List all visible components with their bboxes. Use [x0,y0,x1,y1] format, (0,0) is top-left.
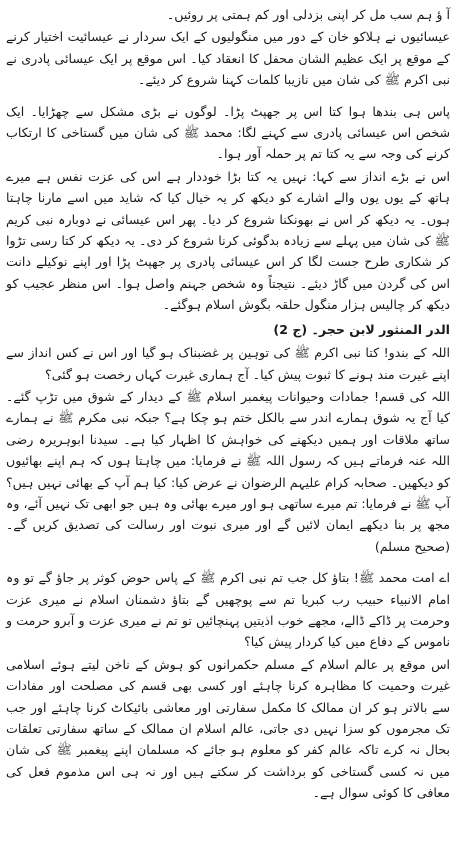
paragraph-dog-attack: پاس ہی بندھا ہوا کتا اس پر جھپٹ پڑا۔ لوگوں نے بڑی مشکل سے چھڑایا۔ ایک شخص اس عیسائی پادری سے کہنے لگا: محمد ﷺ کی شان میں گستاخی کا ارتکاب کرنے کی وجہ سے یہ کتا تم پر حملہ آور ہوا۔ [6,103,450,162]
paragraph-rulers-appeal: اس موقع پر عالم اسلام کے مسلم حکمرانوں کو ہوش کے ناخن لیتے ہوئے اسلامی غیرت وحمیت کا مظاہرہ کرنا چاہئے اور کسی بھی قسم کی مصلحت اور مفادات سے بالاتر ہو کر ان ممالک کا مکمل سفارتی اور معاشی بائیکاٹ کرنا چاہئے اور جب تک مجرموں کو سزا نہیں دی جاتی، عالم اسلام ان ممالک کے ساتھ سفارتی تعلقات بحال نہ کرے تاکہ عالم کفر کو معلوم ہو جائے کہ مسلمان اپنے پیغمبر ﷺ کی شان میں نہ کسی گستاخی کو برداشت کر سکتے ہیں اور نہ ہی اس مذموم فعل کی معافی کا کوئی سوال ہے۔ [6,656,450,801]
paragraph-opening-line: آ ؤ ہم سب مل کر اپنی بزدلی اور کم ہمتی پر روئیں۔ [166,7,450,22]
paragraph-ummah-question: اے امت محمد ﷺ! بتاؤ کل جب تم نبی اکرم ﷺ کے پاس حوض کوثر پر جاؤ گے تو وہ امام الانبیاء حبیب رب کبریا تم سے پوچھیں گے بتاؤ دشمنان اسلام نے میری عزت وحرمت پر ڈاکے ڈالے، مجھے خوب اذیتیں پہنچائیں تو تم نے میری عزت و آبرو حرمت و ناموس کے دفاع میں کیا کردار پیش کیا؟ [6,570,450,650]
paragraph-hadith: اللہ کی قسم! جمادات وحیوانات پیغمبر اسلام ﷺ کے دیدار کے شوق میں تڑپ گئے۔ کیا آج یہ شوق ہمارے اندر سے بالکل ختم ہو چکا ہے؟ جبکہ نبی مکرم ﷺ نے ہمارے ساتھ ملاقات اور ہمیں دیکھنے کی خواہش کا اظہار کیا ہے۔ سیدنا ابوہریرہ رضی اللہ عنہ فرماتے ہیں کہ رسول اللہ ﷺ نے فرمایا: میں چاہتا ہوں کہ ہم اپنے بھائیوں کو دیکھیں۔ صحابہ کرام علیہم الرضوان نے عرض کیا: کیا ہم آپ کے بھائی نہیں ہیں؟ آپ ﷺ نے فرمایا: تم میرے ساتھی ہو اور میرے بھائی وہ ہیں جو ابھی تک نہیں آئے، وہ مجھ پر بنا دیکھے ایمان لائیں گے اور میری نبوت اور رسالت کی تصدیق کریں گے۔ (صحیح مسلم) [6,388,450,554]
paragraph-ghairat: اللہ کے بندو! کتا نبی اکرم ﷺ کی توہین پر غضبناک ہو گیا اور اس نے کس انداز سے اپنے غیرت مند ہونے کا ثبوت پیش کیا۔ آج ہماری غیرت کہاں رخصت ہو گئی؟ [6,345,450,382]
source-reference-heading: الدر المنثور لابن حجر۔ (ج 2) [273,321,450,337]
paragraph-spacer [6,558,450,567]
paragraph-mongol-gathering: عیسائیوں نے ہلاکو خان کے دور میں منگولیوں کے ایک سردار نے عیسائیت اختیار کرنے کے موقع پر ایک عظیم الشان محفل کا انعقاد کیا۔ اس موقع پر ایک عیسائی پادری نے نبی اکرم ﷺ کی شان میں نازیبا کلمات کہنا شروع کر دیئے۔ [6,29,450,88]
paragraph-dog-story: اس نے بڑے انداز سے کہا: نہیں یہ کتا بڑا خوددار ہے اس کی عزت نفس ہے میرے ہاتھ کے یوں یوں والے اشارے کو دیکھ کر یہ خیال کیا کہ شاید میں اسے مارنا چاہتا ہوں۔ یہ دیکھ کر اس نے بھونکنا شروع کر دیا۔ پھر اس عیسائی نے دوبارہ نبی کریم ﷺ کی شان میں پہلے سے زیادہ بدگوئی کرنا شروع کر دی۔ یہ دیکھ کر کتا رسی تڑوا کر شکاری طرح جست لگا کر اس عیسائی پادری پر جھپٹ پڑا اور اپنے نوکیلے دانت اس کی گردن میں گاڑ دیئے۔ نتیجتاً وہ شخص جہنم واصل ہوا۔ اس منظر عجیب کو دیکھ کر چالیس ہزار منگول حلقہ بگوش اسلام ہوگئے۔ [6,168,450,313]
paragraph-spacer [6,92,450,101]
